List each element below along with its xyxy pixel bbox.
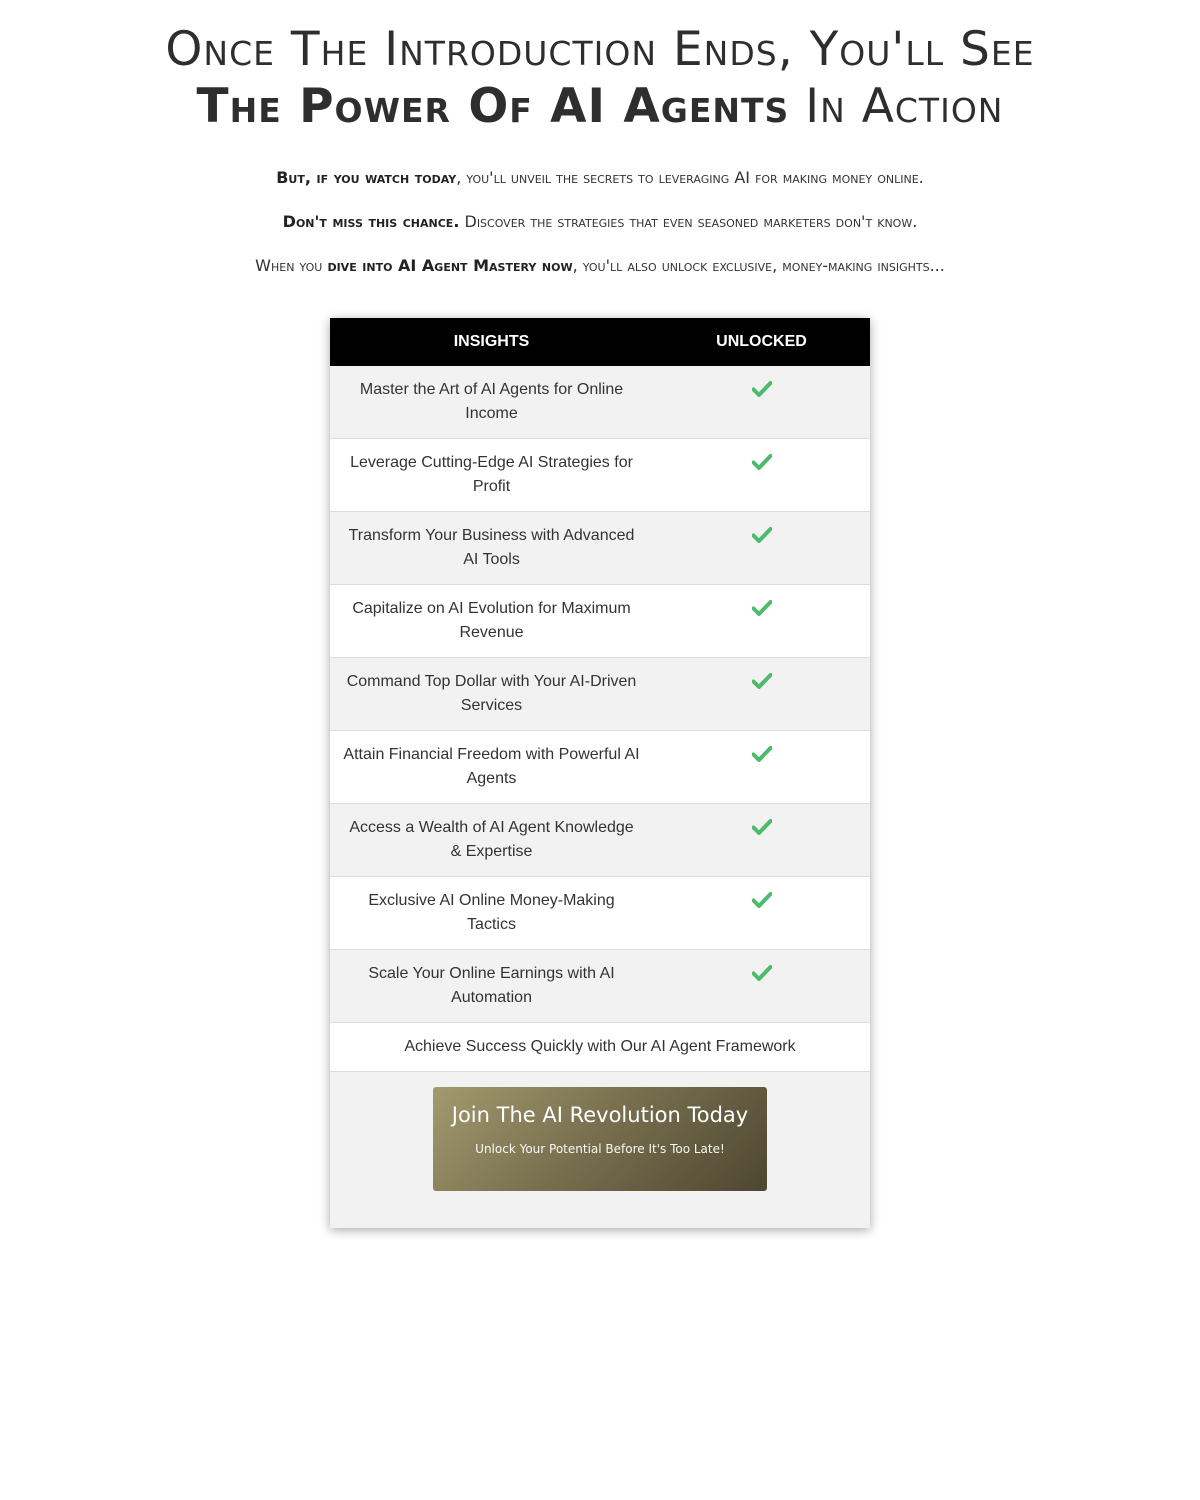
unlocked-cell xyxy=(653,366,870,439)
intro-1-bold: But, if you watch today xyxy=(276,168,457,187)
headline-line-1: Once The Introduction Ends, You'll See xyxy=(165,22,1035,77)
table-row xyxy=(330,804,870,877)
table-row xyxy=(330,877,870,950)
table-header-row xyxy=(330,318,870,366)
unlocked-cell xyxy=(653,512,870,585)
table-body xyxy=(330,366,870,1072)
insight-label: Capitalize on AI Evolution for Maximum Revenue xyxy=(330,585,653,658)
check-icon xyxy=(752,964,772,982)
insight-label: Exclusive AI Online Money-Making Tactics xyxy=(330,877,653,950)
table-row xyxy=(330,585,870,658)
unlocked-cell xyxy=(653,950,870,1023)
headline-line-2 xyxy=(0,78,1200,136)
intro-3-bold: dive into AI Agent Mastery now xyxy=(327,256,573,275)
table-row xyxy=(330,366,870,439)
check-icon xyxy=(752,380,772,398)
unlocked-cell xyxy=(653,877,870,950)
insight-label: Scale Your Online Earnings with AI Automation xyxy=(330,950,653,1023)
unlocked-cell xyxy=(653,585,870,658)
column-header-unlocked: UNLOCKED xyxy=(653,318,870,366)
insight-label: Access a Wealth of AI Agent Knowledge & Expertise xyxy=(330,804,653,877)
intro-2-rest: Discover the strategies that even seasoned marketers don't know. xyxy=(459,212,918,231)
insight-label: Transform Your Business with Advanced AI Tools xyxy=(330,512,653,585)
intro-2-bold: Don't miss this chance. xyxy=(282,212,460,231)
framework-row-label: Achieve Success Quickly with Our AI Agent Framework xyxy=(330,1023,870,1072)
insights-card xyxy=(330,318,870,1228)
table-row xyxy=(330,439,870,512)
intro-3-lead: When you xyxy=(255,256,328,275)
table-row xyxy=(330,658,870,731)
unlocked-cell xyxy=(653,731,870,804)
headline-line-2-rest: In Action xyxy=(789,79,1004,134)
check-icon xyxy=(752,672,772,690)
intro-paragraph-3 xyxy=(0,256,1200,276)
intro-3-rest: , you'll also unlock exclusive, money-making insights... xyxy=(572,256,945,275)
table-row xyxy=(330,731,870,804)
unlocked-cell xyxy=(653,439,870,512)
headline xyxy=(0,22,1200,136)
insights-table xyxy=(330,318,870,1072)
insight-label: Leverage Cutting-Edge AI Strategies for Profit xyxy=(330,439,653,512)
intro-1-rest: , you'll unveil the secrets to leveraging AI for making money online. xyxy=(456,168,924,187)
check-icon xyxy=(752,818,772,836)
insight-label: Attain Financial Freedom with Powerful AI Agents xyxy=(330,731,653,804)
cta-title: Join The AI Revolution Today xyxy=(451,1103,749,1127)
cta-wrapper xyxy=(433,1087,767,1191)
column-header-insights: INSIGHTS xyxy=(330,318,653,366)
check-icon xyxy=(752,891,772,909)
check-icon xyxy=(752,745,772,763)
table-row xyxy=(330,512,870,585)
intro-paragraph-1 xyxy=(0,168,1200,188)
check-icon xyxy=(752,526,772,544)
table-row xyxy=(330,950,870,1023)
check-icon xyxy=(752,453,772,471)
check-icon xyxy=(752,599,772,617)
cta-subtitle: Unlock Your Potential Before It's Too Late! xyxy=(475,1142,725,1156)
table-row-footer xyxy=(330,1023,870,1072)
unlocked-cell xyxy=(653,804,870,877)
intro-paragraph-2 xyxy=(0,212,1200,232)
insight-label: Command Top Dollar with Your AI-Driven Services xyxy=(330,658,653,731)
insight-label: Master the Art of AI Agents for Online Income xyxy=(330,366,653,439)
unlocked-cell xyxy=(653,658,870,731)
headline-emphasis: The Power Of AI Agents xyxy=(196,79,790,134)
join-revolution-button[interactable] xyxy=(433,1087,767,1191)
